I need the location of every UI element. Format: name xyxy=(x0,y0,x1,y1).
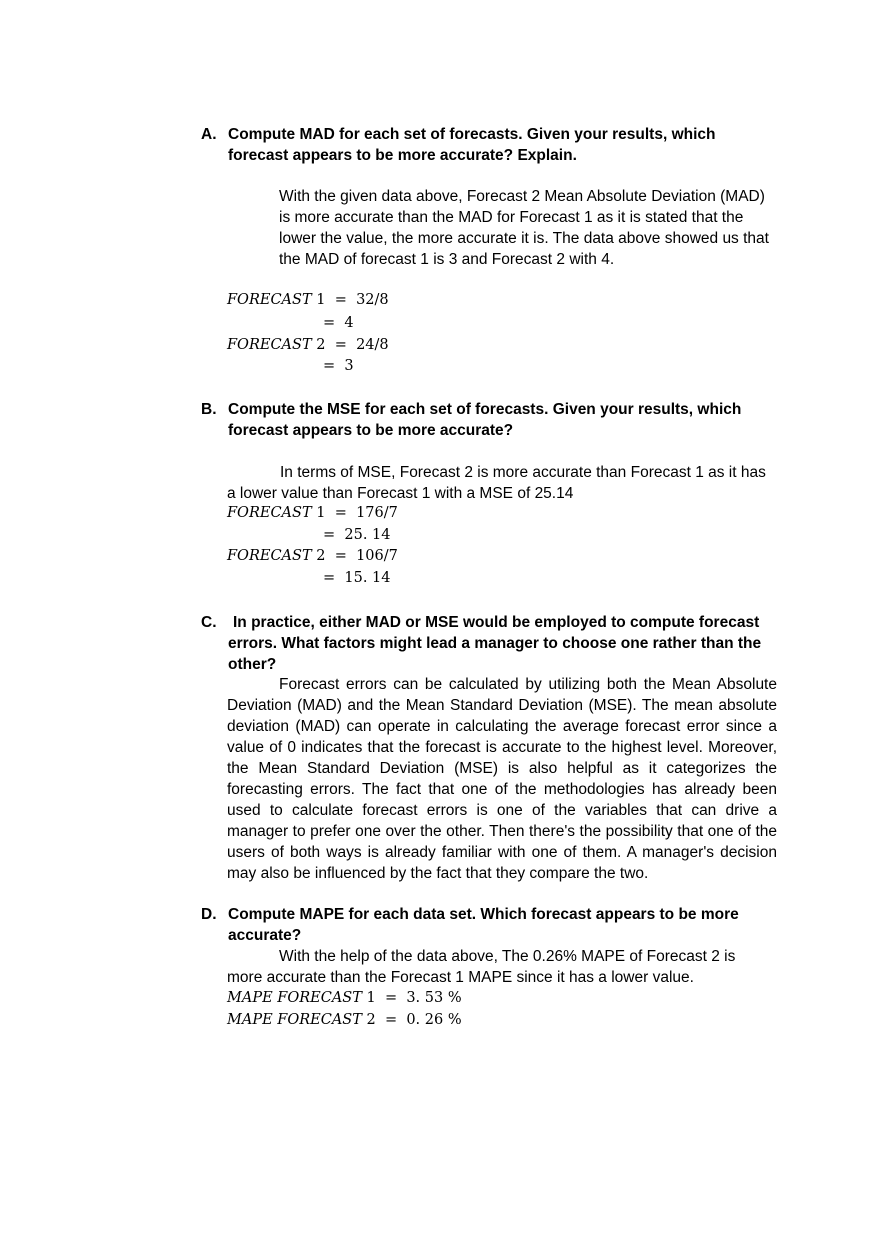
question-c xyxy=(201,612,801,678)
question-a-line1: Compute MAD for each set of forecasts. Given your results, which xyxy=(228,126,716,143)
question-b xyxy=(201,399,801,443)
equation-a1: FORECAST 1 = 32/8 xyxy=(227,292,389,308)
answer-b-line2: a lower value than Forecast 1 with a MSE of 25.14 xyxy=(227,485,574,502)
answer-c: Forecast errors can be calculated by utilizing both the Mean Absolute Deviation (MAD) and the Mean Standard Deviation (MSE). The mean absolute deviation (MAD) can operate in calculating the average forecast error since a value of 0 indicates that the forecast is accurate to the highest level. Moreover, the Mean Standard Deviation (MSE) is also helpful as it categorizes the forecasting errors. The fact that one of the methodologies has already been used to calculate forecast errors is one of the variables that can drive a manager to prefer one over the other. Then there's the possibility that one of the users of both ways is already familiar with one of them. A manager's decision may also be influenced by the fact that they compare the two. xyxy=(227,676,777,882)
question-d-line2: accurate? xyxy=(228,927,302,944)
question-a-letter: A. xyxy=(201,126,217,143)
equation-d2: MAPE FORECAST 2 = 0. 26 % xyxy=(227,1012,462,1028)
equation-b2-result: = 15. 14 xyxy=(323,570,391,586)
question-c-line2: errors. What factors might lead a manager to choose one rather than the xyxy=(228,635,762,652)
equation-d1: MAPE FORECAST 1 = 3. 53 % xyxy=(227,990,462,1006)
question-d xyxy=(201,904,801,948)
question-a xyxy=(201,124,801,168)
question-c-line1: In practice, either MAD or MSE would be employed to compute forecast xyxy=(233,614,760,631)
equation-a1-result: = 4 xyxy=(323,315,354,331)
question-b-line2: forecast appears to be more accurate? xyxy=(228,422,514,439)
answer-a: With the given data above, Forecast 2 Mean Absolute Deviation (MAD) is more accurate than the MAD for Forecast 1 as it is stated that the lower the value, the more accurate it is. The data above showed us that the MAD of forecast 1 is 3 and Forecast 2 with 4. xyxy=(279,188,769,268)
question-c-line3: other? xyxy=(228,656,277,673)
question-c-letter: C. xyxy=(201,614,217,631)
answer-b-line1: In terms of MSE, Forecast 2 is more accurate than Forecast 1 as it has xyxy=(280,464,766,481)
answer-d-line2: more accurate than the Forecast 1 MAPE since it has a lower value. xyxy=(227,969,694,986)
equation-b1: FORECAST 1 = 176/7 xyxy=(227,505,398,521)
question-d-line1: Compute MAPE for each data set. Which forecast appears to be more xyxy=(228,906,739,923)
equation-b1-result: = 25. 14 xyxy=(323,527,391,543)
question-b-line1: Compute the MSE for each set of forecasts. Given your results, which xyxy=(228,401,742,418)
question-a-line2: forecast appears to be more accurate? Explain. xyxy=(228,147,577,164)
equation-a2: FORECAST 2 = 24/8 xyxy=(227,337,389,353)
question-b-letter: B. xyxy=(201,401,217,418)
equation-a2-result: = 3 xyxy=(323,358,354,374)
answer-d-line1: With the help of the data above, The 0.26% MAPE of Forecast 2 is xyxy=(279,948,736,965)
equation-b2: FORECAST 2 = 106/7 xyxy=(227,548,398,564)
question-d-letter: D. xyxy=(201,906,217,923)
